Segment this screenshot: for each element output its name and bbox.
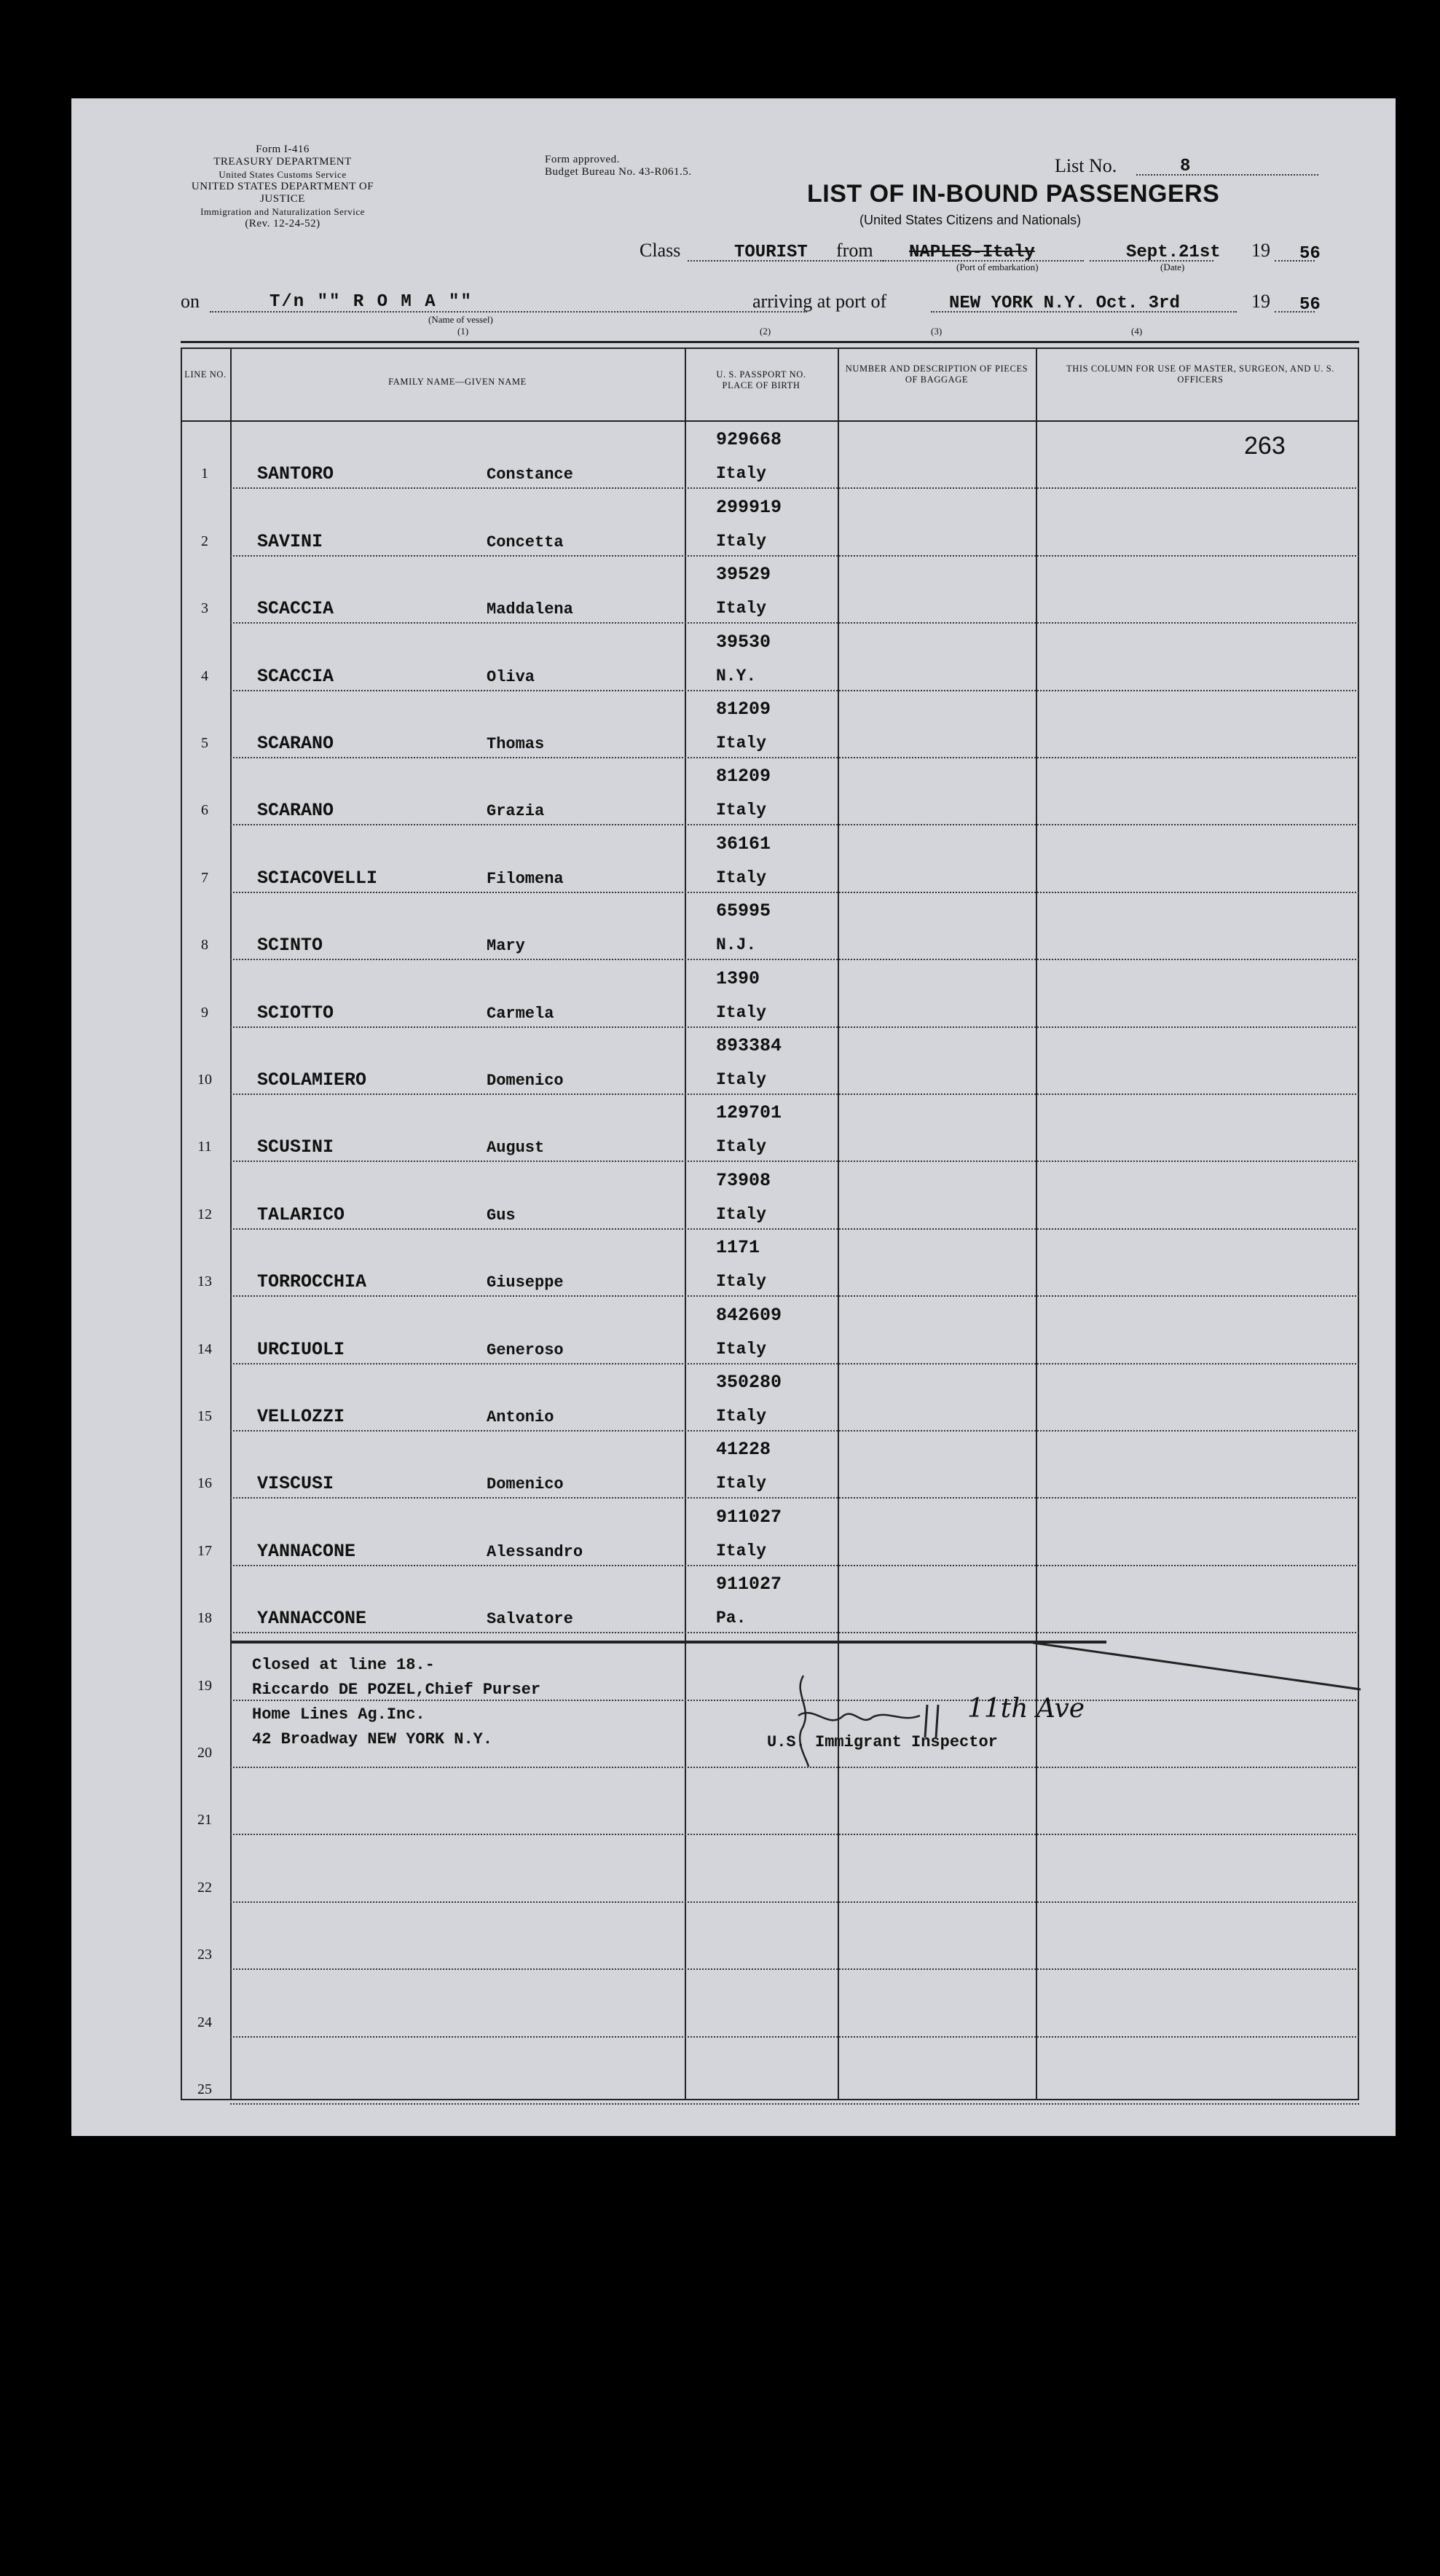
year-value: 56 bbox=[1299, 244, 1321, 264]
passenger-given-name: Antonio bbox=[487, 1408, 554, 1426]
passenger-surname: SCUSINI bbox=[257, 1136, 334, 1158]
passenger-given-name: Generoso bbox=[487, 1340, 564, 1359]
immigrant-inspector: U.S. Immigrant Inspector bbox=[767, 1733, 998, 1751]
row-rule bbox=[230, 1363, 1359, 1364]
place-of-birth: Italy bbox=[716, 464, 767, 484]
closing-notes bbox=[252, 1653, 540, 1752]
ins-service: Immigration and Naturalization Service bbox=[200, 206, 365, 217]
line-number: 24 bbox=[197, 2014, 212, 2030]
passenger-given-name: Alessandro bbox=[487, 1542, 583, 1561]
passport-number: 65995 bbox=[716, 900, 771, 922]
passport-number: 1171 bbox=[716, 1237, 760, 1259]
passenger-given-name: Thomas bbox=[487, 735, 545, 753]
row-rule bbox=[230, 690, 1359, 691]
row-rule bbox=[230, 959, 1359, 960]
line-number: 7 bbox=[201, 869, 208, 886]
vessel-caption: (Name of vessel) bbox=[428, 314, 493, 325]
port-value: NAPLES-Italy bbox=[909, 243, 1035, 262]
col3-num: (3) bbox=[931, 326, 943, 337]
line-number: 21 bbox=[197, 1812, 212, 1829]
row-rule bbox=[230, 1565, 1359, 1566]
line-number: 18 bbox=[197, 1610, 212, 1627]
line-number: 5 bbox=[201, 735, 208, 751]
passenger-surname: SCARANO bbox=[257, 733, 334, 754]
passenger-surname: SCIACOVELLI bbox=[257, 867, 378, 889]
arrival-year-value: 56 bbox=[1299, 295, 1321, 315]
passenger-surname: TORROCCHIA bbox=[257, 1271, 367, 1293]
chief-purser: Riccardo DE POZEL,Chief Purser bbox=[252, 1681, 541, 1699]
col-header-baggage: NUMBER AND DESCRIPTION OF PIECES OF BAGGAGE bbox=[845, 364, 1028, 385]
place-of-birth: Italy bbox=[716, 1272, 767, 1292]
passenger-given-name: Constance bbox=[487, 466, 573, 484]
place-of-birth: Italy bbox=[716, 868, 767, 887]
passport-number: 39530 bbox=[716, 631, 771, 653]
col-rule-passport bbox=[838, 347, 839, 2100]
row-rule bbox=[230, 1497, 1359, 1499]
revision-date: (Rev. 12-24-52) bbox=[245, 218, 320, 229]
line-number: 25 bbox=[197, 2081, 212, 2097]
broadway-address: 42 Broadway NEW YORK N.Y. bbox=[252, 1730, 493, 1748]
document-sheet bbox=[71, 98, 1396, 2136]
line-number: 14 bbox=[197, 1340, 212, 1357]
row-rule bbox=[230, 1093, 1359, 1095]
row-rule bbox=[230, 2036, 1359, 2038]
passport-number: 842609 bbox=[716, 1304, 782, 1326]
line-number: 19 bbox=[197, 1677, 212, 1694]
col-rule-baggage bbox=[1036, 347, 1037, 2100]
vessel-column-num: (1) bbox=[457, 326, 469, 337]
passport-number: 893384 bbox=[716, 1035, 782, 1056]
passenger-surname: URCIUOLI bbox=[257, 1338, 345, 1360]
col-header-officers: THIS COLUMN FOR USE OF MASTER, SURGEON, AND U. S. OFFICERS bbox=[1066, 364, 1334, 385]
place-of-birth: Italy bbox=[716, 599, 767, 619]
list-no-value: 8 bbox=[1180, 157, 1191, 176]
year-prefix: 19 bbox=[1251, 240, 1270, 261]
row-rule bbox=[230, 1632, 1359, 1633]
line-number: 4 bbox=[201, 667, 208, 684]
passenger-given-name: Maddalena bbox=[487, 600, 573, 619]
row-rule bbox=[230, 2103, 1359, 2105]
list-no-dots bbox=[1136, 174, 1318, 176]
passenger-given-name: August bbox=[487, 1139, 545, 1158]
class-value: TOURIST bbox=[734, 243, 808, 262]
place-of-birth: Italy bbox=[716, 801, 767, 820]
line-number: 20 bbox=[197, 1745, 212, 1761]
place-of-birth: Italy bbox=[716, 1474, 767, 1493]
passport-number: 350280 bbox=[716, 1372, 782, 1393]
vessel-value: T/n "" R O M A "" bbox=[269, 292, 473, 312]
row-rule bbox=[230, 1901, 1359, 1903]
passenger-surname: YANNACONE bbox=[257, 1540, 356, 1562]
row-rule bbox=[230, 1834, 1359, 1835]
place-of-birth: Pa. bbox=[716, 1609, 747, 1628]
passenger-given-name: Salvatore bbox=[487, 1610, 573, 1629]
row-rule bbox=[230, 824, 1359, 825]
col4-num: (4) bbox=[1131, 326, 1143, 337]
row-rule bbox=[230, 1295, 1359, 1297]
passenger-surname: SAVINI bbox=[257, 530, 323, 552]
col-rule-name bbox=[685, 347, 686, 2100]
table-top-double-rule bbox=[181, 341, 1359, 343]
row-rule bbox=[230, 1430, 1359, 1432]
passport-number: 1390 bbox=[716, 967, 760, 989]
line-number: 12 bbox=[197, 1206, 212, 1222]
line-number: 3 bbox=[201, 600, 208, 617]
passenger-given-name: Oliva bbox=[487, 667, 535, 686]
passport-number: 929668 bbox=[716, 429, 782, 451]
class-label: Class bbox=[640, 240, 681, 261]
header-bottom-rule bbox=[181, 420, 1359, 422]
place-of-birth: Italy bbox=[716, 531, 767, 551]
passport-number: 81209 bbox=[716, 699, 771, 720]
line-number: 2 bbox=[201, 533, 208, 549]
passenger-surname: YANNACCONE bbox=[257, 1608, 367, 1630]
place-of-birth: Italy bbox=[716, 734, 767, 753]
col-header-passport: U. S. PASSPORT NO. PLACE OF BIRTH bbox=[716, 369, 806, 390]
passenger-surname: VELLOZZI bbox=[257, 1406, 345, 1427]
passenger-surname: SANTORO bbox=[257, 463, 334, 485]
col-rule-line bbox=[230, 347, 232, 2100]
place-of-birth: Italy bbox=[716, 1407, 767, 1426]
line-number: 11 bbox=[197, 1139, 212, 1155]
form-header-left bbox=[173, 144, 392, 230]
passport-number: 36161 bbox=[716, 833, 771, 855]
line-number: 15 bbox=[197, 1408, 212, 1424]
arriving-label: arriving at port of bbox=[752, 291, 887, 312]
passenger-given-name: Concetta bbox=[487, 533, 564, 551]
form-number: Form I-416 bbox=[256, 144, 310, 155]
passenger-table bbox=[181, 347, 1359, 2100]
date-caption: (Date) bbox=[1160, 262, 1185, 272]
passenger-surname: VISCUSI bbox=[257, 1473, 334, 1495]
form-title: LIST OF IN-BOUND PASSENGERS bbox=[807, 180, 1220, 208]
passenger-surname: SCIOTTO bbox=[257, 1002, 334, 1024]
passenger-given-name: Domenico bbox=[487, 1475, 564, 1494]
col-header-name: FAMILY NAME—GIVEN NAME bbox=[388, 377, 527, 387]
passenger-surname: TALARICO bbox=[257, 1203, 345, 1225]
passenger-given-name: Grazia bbox=[487, 802, 545, 821]
passenger-given-name: Filomena bbox=[487, 869, 564, 888]
passport-number: 299919 bbox=[716, 496, 782, 518]
closed-at-line: Closed at line 18.- bbox=[252, 1656, 435, 1674]
passport-number: 73908 bbox=[716, 1169, 771, 1191]
place-of-birth: Italy bbox=[716, 1137, 767, 1157]
row-rule bbox=[230, 555, 1359, 557]
page-stamp: 263 bbox=[1244, 432, 1286, 460]
passenger-given-name: Mary bbox=[487, 937, 525, 956]
line-number: 6 bbox=[201, 802, 208, 819]
passenger-given-name: Gus bbox=[487, 1206, 516, 1225]
line-number: 10 bbox=[197, 1072, 212, 1088]
line-number: 13 bbox=[197, 1273, 212, 1290]
place-of-birth: N.Y. bbox=[716, 666, 757, 686]
place-of-birth: Italy bbox=[716, 1339, 767, 1359]
date-value: Sept.21st bbox=[1126, 243, 1221, 262]
col2-num: (2) bbox=[760, 326, 771, 337]
budget-bureau: Budget Bureau No. 43-R061.5. bbox=[545, 166, 692, 178]
passenger-surname: SCACCIA bbox=[257, 598, 334, 620]
passport-number: 129701 bbox=[716, 1102, 782, 1124]
handwritten-note: 11th Ave bbox=[967, 1694, 1085, 1724]
line-number: 8 bbox=[201, 937, 208, 954]
row-rule bbox=[230, 757, 1359, 758]
passport-number: 39529 bbox=[716, 564, 771, 586]
line-number: 1 bbox=[201, 466, 208, 482]
place-of-birth: Italy bbox=[716, 1070, 767, 1089]
on-label: on bbox=[181, 291, 200, 312]
closing-rule bbox=[230, 1641, 1106, 1644]
line-number: 23 bbox=[197, 1947, 212, 1963]
passenger-surname: SCARANO bbox=[257, 800, 334, 822]
row-rule bbox=[230, 487, 1359, 489]
passenger-surname: SCOLAMIERO bbox=[257, 1069, 367, 1091]
passenger-surname: SCINTO bbox=[257, 935, 323, 957]
justice-dept: UNITED STATES DEPARTMENT OF JUSTICE bbox=[191, 181, 374, 205]
passenger-given-name: Carmela bbox=[487, 1004, 554, 1023]
passport-number: 41228 bbox=[716, 1439, 771, 1461]
passenger-given-name: Giuseppe bbox=[487, 1273, 564, 1292]
from-label: from bbox=[836, 240, 873, 261]
arrival-value: NEW YORK N.Y. Oct. 3rd bbox=[949, 294, 1180, 313]
form-approved: Form approved. bbox=[545, 154, 620, 165]
customs-service: United States Customs Service bbox=[219, 169, 347, 180]
place-of-birth: Italy bbox=[716, 1204, 767, 1224]
place-of-birth: Italy bbox=[716, 1541, 767, 1560]
row-rule bbox=[230, 1026, 1359, 1028]
row-rule bbox=[230, 1968, 1359, 1970]
place-of-birth: Italy bbox=[716, 1002, 767, 1022]
passport-number: 911027 bbox=[716, 1506, 782, 1528]
form-approval bbox=[545, 154, 691, 178]
row-rule bbox=[230, 1228, 1359, 1230]
row-rule bbox=[230, 892, 1359, 893]
line-number: 17 bbox=[197, 1542, 212, 1559]
place-of-birth: N.J. bbox=[716, 935, 757, 955]
arrival-year-prefix: 19 bbox=[1251, 291, 1270, 312]
treasury-dept: TREASURY DEPARTMENT bbox=[213, 156, 352, 168]
passport-number: 911027 bbox=[716, 1574, 782, 1595]
line-number: 16 bbox=[197, 1475, 212, 1492]
line-number: 9 bbox=[201, 1004, 208, 1021]
home-lines: Home Lines Ag.Inc. bbox=[252, 1705, 425, 1724]
passport-number: 81209 bbox=[716, 766, 771, 788]
passenger-surname: SCACCIA bbox=[257, 665, 334, 687]
line-number: 22 bbox=[197, 1879, 212, 1896]
port-caption: (Port of embarkation) bbox=[956, 262, 1039, 272]
row-rule bbox=[230, 1161, 1359, 1162]
closing-diagonal bbox=[1033, 1637, 1368, 1695]
row-rule bbox=[230, 622, 1359, 624]
list-no-label: List No. bbox=[1055, 155, 1117, 176]
passenger-given-name: Domenico bbox=[487, 1072, 564, 1090]
form-subtitle: (United States Citizens and Nationals) bbox=[859, 213, 1082, 227]
col-header-line: LINE NO. bbox=[184, 369, 227, 380]
